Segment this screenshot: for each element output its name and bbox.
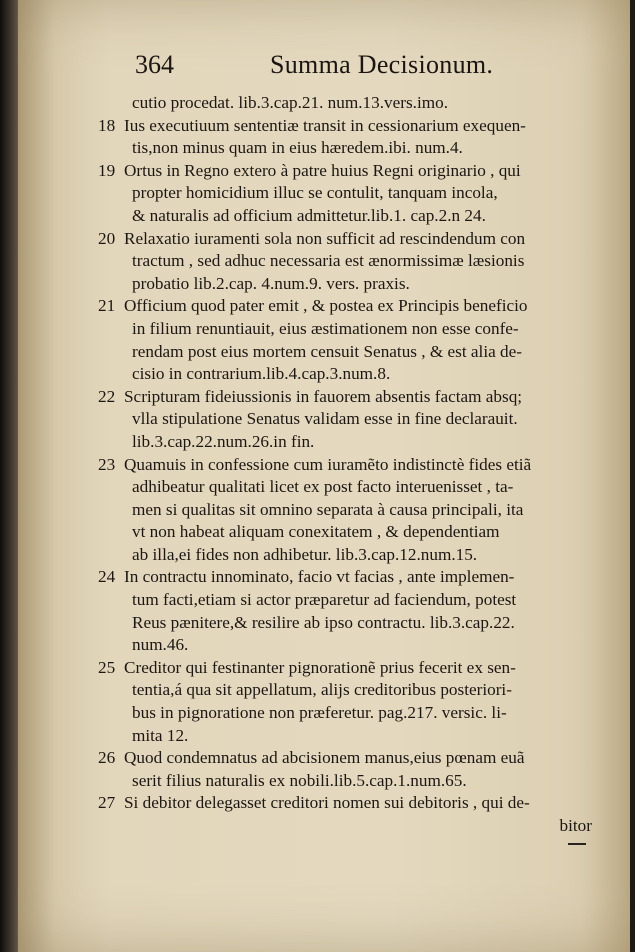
entry-text: Ortus in Regno extero à patre huius Regni originario , qui bbox=[124, 160, 521, 180]
entry-text: Officium quod pater emit , & postea ex Principis beneficio bbox=[124, 296, 528, 316]
entry-text: bitor bbox=[559, 816, 592, 835]
index-entry-continuation bbox=[98, 408, 598, 431]
index-entry-continuation bbox=[98, 725, 598, 748]
index-entry-continuation bbox=[98, 318, 598, 341]
entry-text: & naturalis ad officium admittetur.lib.1. cap.2.n 24. bbox=[132, 205, 486, 225]
entry-text: lib.3.cap.22.num.26.in fin. bbox=[132, 431, 315, 451]
index-entry-continuation bbox=[98, 702, 598, 725]
index-entry-continuation bbox=[98, 205, 598, 228]
index-entry-continuation bbox=[98, 815, 598, 838]
entry-text: vlla stipulatione Senatus validam esse in fine declarauit. bbox=[132, 409, 518, 429]
index-entry-continuation bbox=[98, 363, 598, 386]
index-entry-19 bbox=[98, 160, 598, 183]
entry-text: ab illa,ei fides non adhibetur. lib.3.cap.12.num.15. bbox=[132, 544, 478, 564]
entry-text: cisio in contrarium.lib.4.cap.3.num.8. bbox=[132, 364, 391, 384]
entry-number: 19 bbox=[98, 160, 116, 180]
entry-number: 24 bbox=[98, 567, 116, 587]
entry-text: Reus pænitere,& resilire ab ipso contractu. lib.3.cap.22. bbox=[132, 612, 515, 632]
page-header bbox=[135, 50, 505, 90]
entry-text: cutio procedat. lib.3.cap.21. num.13.vers.imo. bbox=[132, 93, 448, 112]
entry-text: tentia,á qua sit appellatum, alijs creditoribus posteriori- bbox=[132, 680, 512, 700]
index-entry-continuation bbox=[98, 182, 598, 205]
entry-text: propter homicidium illuc se contulit, tanquam incola, bbox=[132, 183, 498, 203]
entry-text: adhibeatur qualitati licet ex post facto interuenisset , ta- bbox=[132, 477, 514, 497]
entry-number: 27 bbox=[98, 793, 116, 813]
entry-text: men si qualitas sit omnino separata à causa principali, ita bbox=[132, 499, 524, 519]
index-entry-continuation bbox=[98, 544, 598, 567]
index-entry-continuation bbox=[98, 137, 598, 160]
entry-text: Relaxatio iuramenti sola non sufficit ad rescindendum con bbox=[124, 228, 526, 248]
entry-text: probatio lib.2.cap. 4.num.9. vers. praxis. bbox=[132, 273, 410, 293]
index-entry-continuation bbox=[98, 250, 598, 273]
entry-number: 20 bbox=[98, 228, 116, 248]
index-entry-continuation bbox=[98, 341, 598, 364]
entry-text: Ius executiuum sententiæ transit in cessionarium exequen- bbox=[124, 115, 526, 135]
index-entry-continuation bbox=[98, 612, 598, 635]
index-entry-22 bbox=[98, 386, 598, 409]
running-title: Summa Decisionum. bbox=[270, 50, 494, 79]
entry-text: Scripturam fideiussionis in fauorem absentis factam absq; bbox=[124, 386, 523, 406]
index-entry-24 bbox=[98, 566, 598, 589]
index-entry-continuation bbox=[98, 431, 598, 454]
entry-text: tis,non minus quam in eius hæredem.ibi. num.4. bbox=[132, 138, 463, 158]
index-entry-26 bbox=[98, 747, 598, 770]
index-entry-continuation bbox=[98, 634, 598, 657]
entry-text: Si debitor delegasset creditori nomen sui debitoris , qui de- bbox=[124, 793, 530, 813]
index-entry-continuation bbox=[98, 589, 598, 612]
entry-text: num.46. bbox=[132, 635, 189, 655]
entry-text: Creditor qui festinanter pignorationẽ prius fecerit ex sen- bbox=[124, 657, 516, 677]
entry-text: mita 12. bbox=[132, 725, 189, 745]
entry-text: tum facti,etiam si actor præparetur ad faciendum, potest bbox=[132, 590, 517, 610]
entry-number: 25 bbox=[98, 657, 116, 677]
entry-number: 23 bbox=[98, 454, 116, 474]
index-entry-continuation bbox=[98, 476, 598, 499]
index-entry-continuation bbox=[98, 499, 598, 522]
entry-text: vt non habeat aliquam conexitatem , & dependentiam bbox=[132, 522, 500, 542]
entry-text: tractum , sed adhuc necessaria est ænormissimæ læsionis bbox=[132, 251, 525, 271]
index-entry-25 bbox=[98, 657, 598, 680]
entry-number: 21 bbox=[98, 296, 116, 316]
index-entry-continuation bbox=[98, 770, 598, 793]
entry-text: Quamuis in confessione cum iuramẽto indistinctè fides etiã bbox=[124, 454, 532, 474]
entry-text: rendam post eius mortem censuit Senatus , & est alia de- bbox=[132, 341, 522, 361]
page-number: 364 bbox=[135, 50, 174, 79]
entry-number: 18 bbox=[98, 115, 116, 135]
entry-text: In contractu innominato, facio vt facias , ante implemen- bbox=[124, 567, 515, 587]
index-entry-27 bbox=[98, 792, 598, 815]
index-entry-23 bbox=[98, 454, 598, 477]
index-entry-18 bbox=[98, 115, 598, 138]
entry-text: in filium renuntiauit, eius æstimationem non esse confe- bbox=[132, 318, 519, 338]
index-entry-continuation bbox=[98, 92, 598, 115]
index-entries bbox=[98, 92, 598, 838]
index-entry-21 bbox=[98, 295, 598, 318]
index-entry-continuation bbox=[98, 521, 598, 544]
entry-number: 26 bbox=[98, 748, 116, 768]
index-entry-continuation bbox=[98, 273, 598, 296]
entry-text: serit filius naturalis ex nobili.lib.5.cap.1.num.65. bbox=[132, 770, 467, 790]
catchword-underline bbox=[568, 843, 586, 845]
index-entry-continuation bbox=[98, 679, 598, 702]
entry-number: 22 bbox=[98, 386, 116, 406]
entry-text: bus in pignoratione non præferetur. pag.217. versic. li- bbox=[132, 703, 507, 723]
index-entry-20 bbox=[98, 228, 598, 251]
entry-text: Quod condemnatus ad abcisionem manus,eius pœnam euã bbox=[124, 748, 525, 768]
